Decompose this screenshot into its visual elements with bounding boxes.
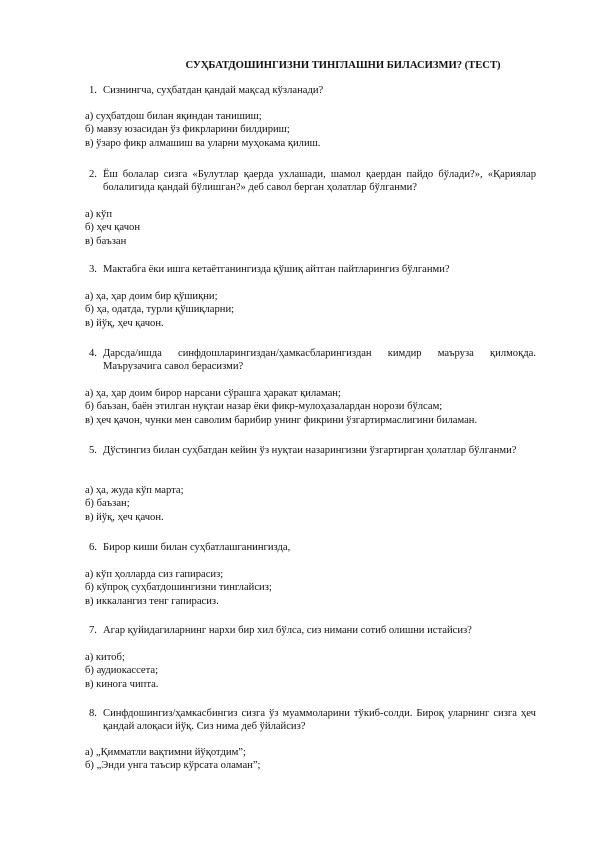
answer-option: в) йўқ, ҳеч қачон.: [85, 511, 164, 523]
answer-option: а) „Қимматли вақтимни йўқотдим”;: [85, 747, 246, 758]
question-text: Дўстингиз билан суҳбатдан кейин ўз нуқтаи назарингизни ўзгартирган ҳолатлар бўлганми?: [103, 445, 517, 456]
answer-option: в) баъзан: [85, 235, 127, 247]
question-2: [89, 168, 536, 195]
question-8: [89, 707, 536, 734]
answers-7: [85, 651, 556, 691]
answer-option: б) „Энди унга таъсир кўрсата оламан”;: [85, 760, 261, 772]
question-7: [89, 624, 536, 637]
answer-option: б) баъзан;: [85, 498, 130, 510]
question-3: [89, 263, 536, 276]
question-text: Агар қуйидагиларнинг нархи бир хил бўлса, сиз нимани сотиб олишни истайсиз?: [103, 625, 472, 636]
answer-option: б) кўпроқ суҳбатдошингизни тинглайсиз;: [85, 582, 272, 594]
question-text: Синфдошингиз/ҳамкасбингиз сизга ўз муаммоларини тўкиб-солди. Бироқ уларнинг сизга ҳеч қандай алоқаси йўқ. Сиз нима деб ўйлайсиз?: [103, 708, 536, 733]
question-4: [89, 347, 536, 374]
question-text: Мактабга ёки ишга кетаётганингизда қўшиқ айтган пайтларингиз бўлганми?: [103, 264, 450, 275]
question-number: 2.: [89, 169, 97, 180]
answer-option: б) аудиокассета;: [85, 665, 159, 677]
answer-option: а) китоб;: [85, 652, 125, 663]
answers-6: [85, 568, 556, 608]
question-text: Сизнингча, суҳбатдан қандай мақсад кўзланади?: [103, 85, 324, 96]
answer-option: в) ҳеч қачон, чунки мен саволим барибир унинг фикрини ўзгартирмаслигини биламан.: [85, 414, 478, 426]
answer-option: в) кинога чипта.: [85, 678, 159, 690]
answers-5: [85, 484, 556, 524]
question-6: [89, 541, 536, 554]
answer-option: а) кўп: [85, 209, 112, 220]
answer-option: б) ҳеч қачон: [85, 222, 140, 234]
question-number: 6.: [89, 542, 97, 553]
question-text: Ёш болалар сизга «Булутлар қаерда ухлашади, шамол қаердан пайдо бўлади?», «Қариялар болалигида қандай бўлишган?» деб савол берган ҳолатлар бўлганми?: [103, 169, 536, 194]
question-5: [89, 444, 536, 457]
page-title: СУҲБАТДОШИНГИЗНИ ТИНГЛАШНИ БИЛАСИЗМИ? (ТЕСТ): [185, 60, 501, 71]
answers-3: [85, 290, 556, 330]
answer-option: а) суҳбатдош билан яқиндан танишиш;: [85, 111, 262, 122]
answers-8: [85, 746, 556, 773]
question-text: Бирор киши билан суҳбатлашганингизда,: [103, 542, 291, 553]
question-1: [89, 84, 536, 97]
question-number: 1.: [89, 85, 97, 96]
answer-option: а) ҳа, ҳар доим бирор нарсани сўрашга ҳаракат қиламан;: [85, 388, 341, 399]
answers-1: [85, 110, 556, 150]
answers-4: [85, 387, 556, 427]
answers-2: [85, 208, 556, 248]
question-number: 8.: [89, 708, 97, 719]
answer-option: б) баъзан, баён этилган нуқтаи назар ёки фикр-мулоҳазалардан норози бўлсам;: [85, 401, 443, 413]
question-number: 4.: [89, 348, 97, 359]
question-number: 3.: [89, 264, 97, 275]
question-number: 7.: [89, 625, 97, 636]
question-number: 5.: [89, 445, 97, 456]
question-text: Дарсда/ишда синфдошларингиздан/ҳамкасбларингиздан кимдир маъруза қилмоқда. Маърузачига савол берасизми?: [103, 348, 536, 373]
answer-option: а) ҳа, ҳар доим бир қўшиқни;: [85, 291, 218, 302]
answer-option: в) иккалангиз тенг гапирасиз.: [85, 595, 219, 607]
answer-option: в) йўқ, ҳеч қачон.: [85, 317, 164, 329]
answer-option: а) ҳа, жуда кўп марта;: [85, 485, 184, 496]
answer-option: а) кўп ҳолларда сиз гапирасиз;: [85, 569, 224, 580]
answer-option: в) ўзаро фикр алмашиш ва уларни муҳокама қилиш.: [85, 137, 321, 149]
answer-option: б) ҳа, одатда, турли қўшиқларни;: [85, 304, 235, 316]
answer-option: б) мавзу юзасидан ўз фикрларини билдириш;: [85, 124, 290, 136]
